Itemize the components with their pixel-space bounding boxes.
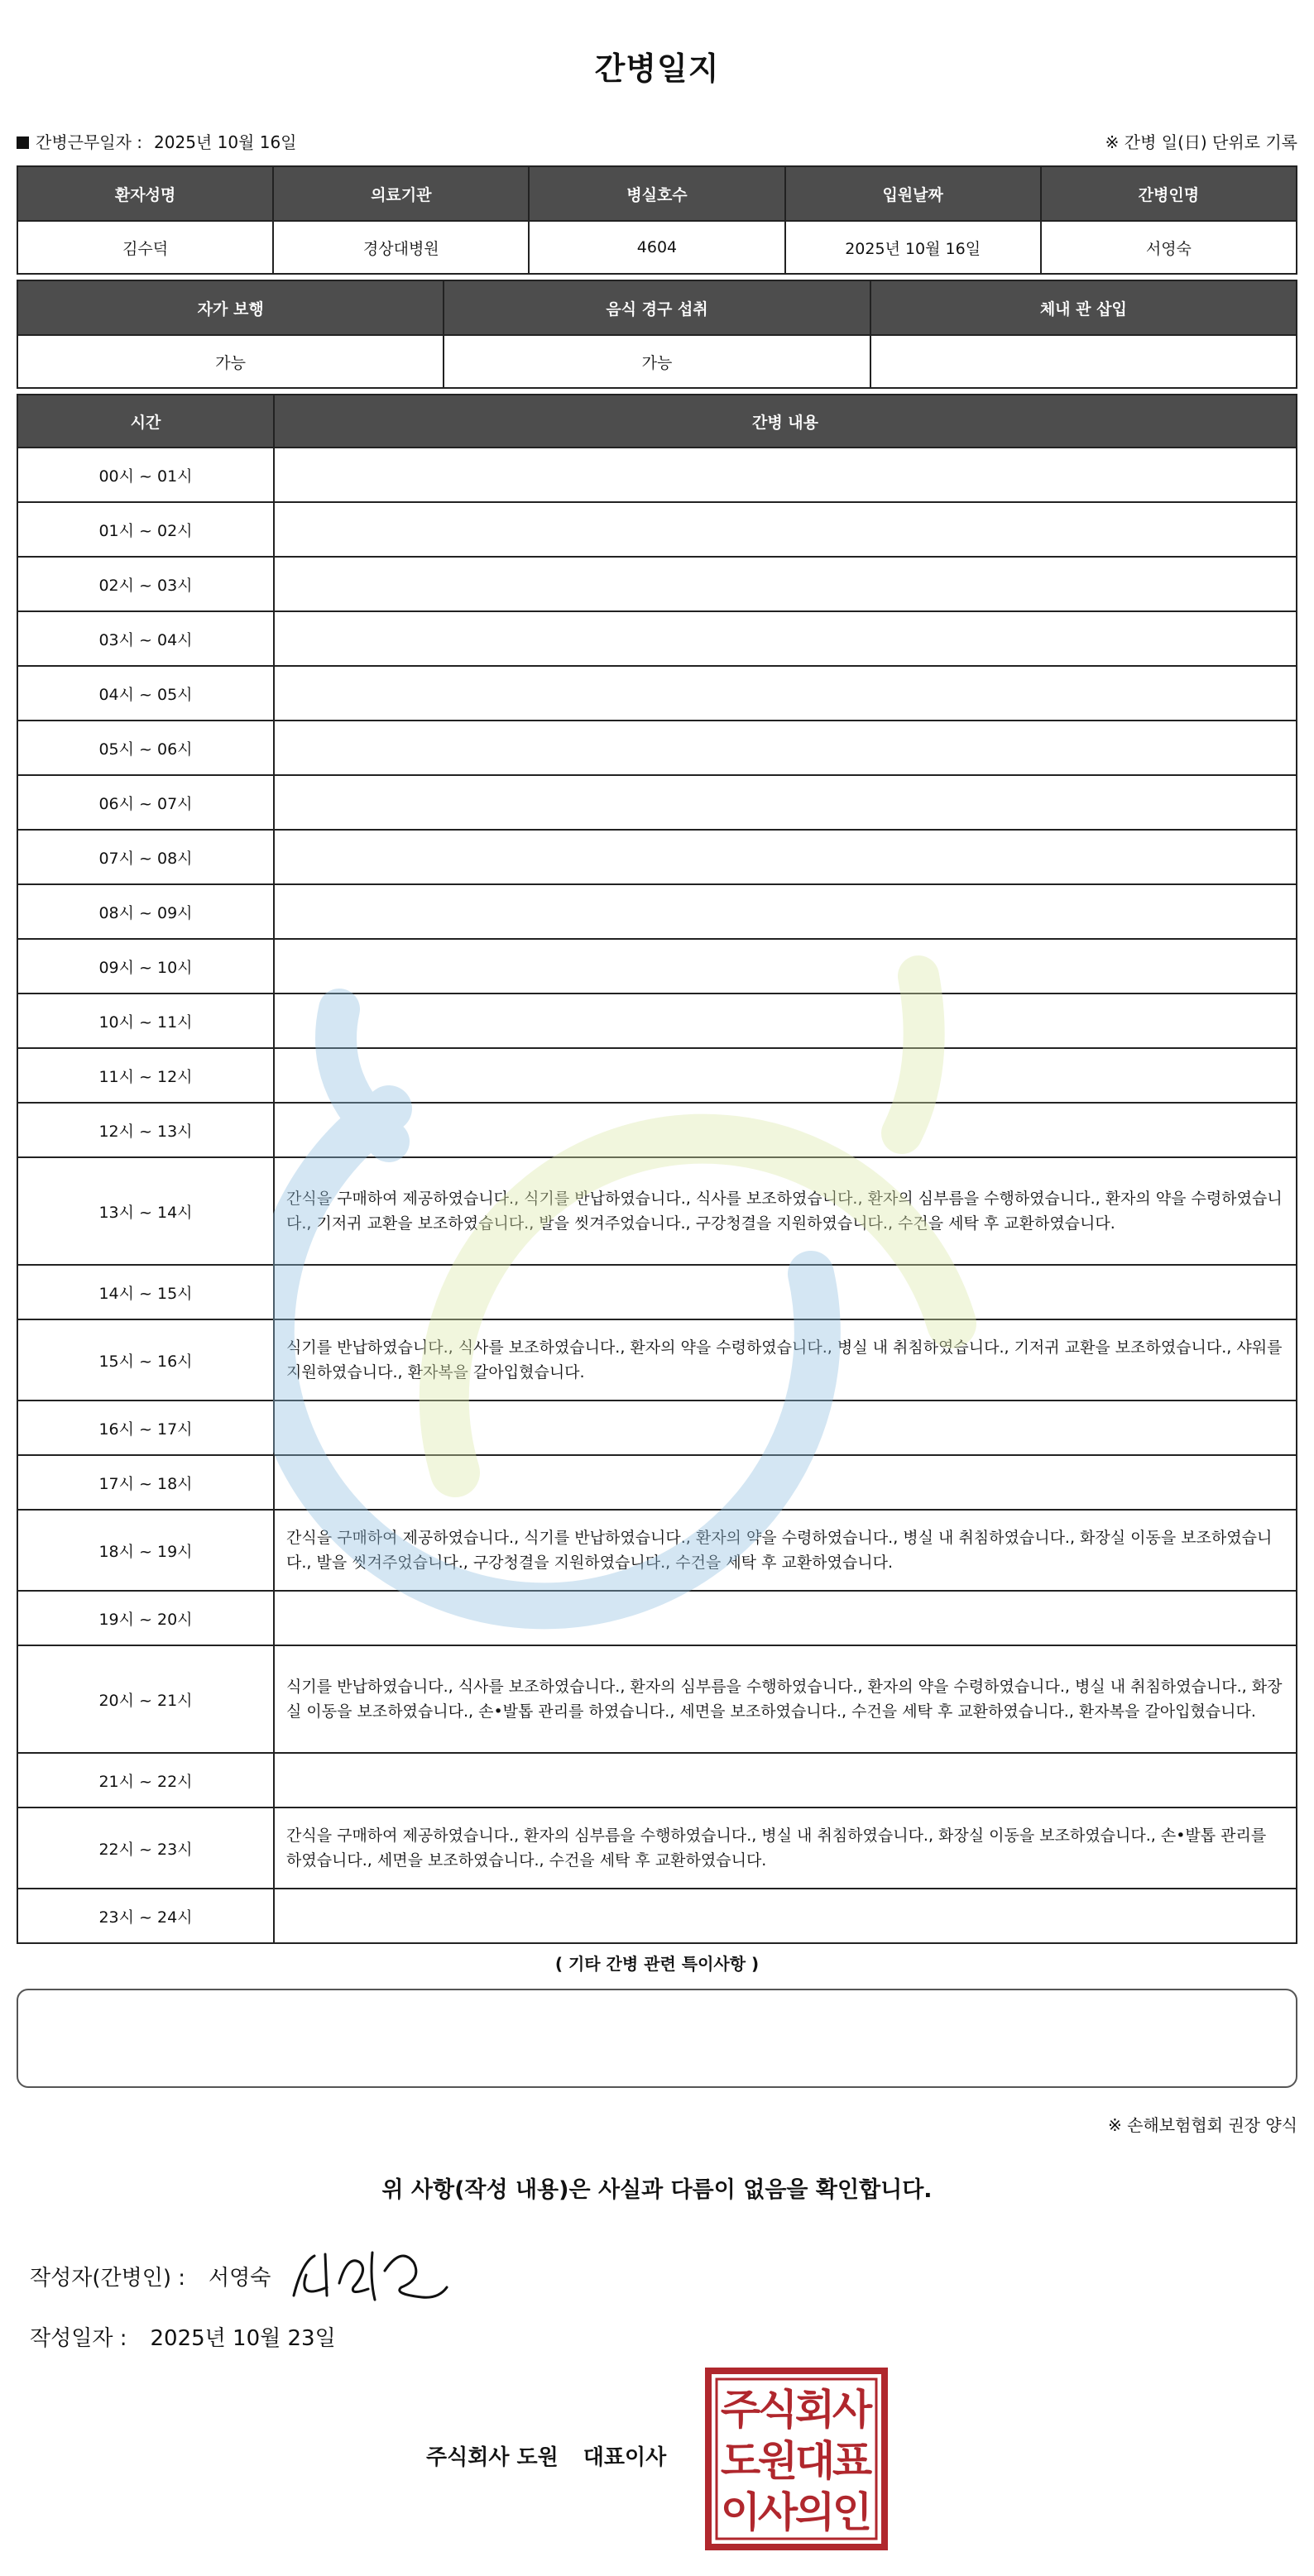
- log-content: [274, 448, 1297, 502]
- document-title: 간병일지: [594, 50, 720, 87]
- admission-date: 2025년 10월 16일: [785, 221, 1041, 274]
- ability-value-row: [17, 335, 1297, 388]
- log-content: 간식을 구매하여 제공하였습니다., 식기를 반납하였습니다., 식사를 보조하였습니다., 환자의 심부름을 수행하였습니다., 환자의 약을 수령하였습니다., 기저귀 교환을 보조하였습니다., 발을 씻겨주었습니다., 구강청결을 지원하였습니다., 수건을 세탁 후 교환하였습니다.: [274, 1157, 1297, 1265]
- log-time: 15시 ~ 16시: [17, 1319, 274, 1401]
- care-log-table: [17, 394, 1297, 1944]
- company-line: [426, 2440, 666, 2471]
- log-time: 19시 ~ 20시: [17, 1591, 274, 1645]
- svg-text:주: 주: [720, 2386, 761, 2434]
- log-content: [274, 502, 1297, 557]
- log-row: [17, 775, 1297, 830]
- log-content: [274, 1048, 1297, 1103]
- log-row: [17, 1753, 1297, 1808]
- log-row: [17, 502, 1297, 557]
- info-value-row: [17, 221, 1297, 274]
- svg-text:이: 이: [720, 2488, 761, 2536]
- header-self-walking: 자가 보행: [17, 280, 444, 335]
- log-content: [274, 939, 1297, 994]
- log-content: 간식을 구매하여 제공하였습니다., 환자의 심부름을 수행하였습니다., 병실 내 취침하였습니다., 화장실 이동을 보조하였습니다., 손•발톱 관리를 하였습니다., 세면을 보조하였습니다., 수건을 세탁 후 교환하였습니다.: [274, 1808, 1297, 1889]
- header-caregiver-name: 간병인명: [1041, 166, 1297, 221]
- log-content: [274, 775, 1297, 830]
- log-time: 12시 ~ 13시: [17, 1103, 274, 1157]
- log-row: [17, 1157, 1297, 1265]
- log-time: 00시 ~ 01시: [17, 448, 274, 502]
- log-content: [274, 1103, 1297, 1157]
- company-seal-stamp: [703, 2366, 890, 2552]
- log-row: [17, 994, 1297, 1048]
- log-row: [17, 611, 1297, 666]
- company-name: 주식회사 도원: [426, 2445, 559, 2470]
- patient-ability-table: [17, 280, 1297, 389]
- log-content: 식기를 반납하였습니다., 식사를 보조하였습니다., 환자의 약을 수령하였습니다., 병실 내 취침하였습니다., 기저귀 교환을 보조하였습니다., 샤워를 지원하였습니다., 환자복을 갈아입혔습니다.: [274, 1319, 1297, 1401]
- log-time: 04시 ~ 05시: [17, 666, 274, 721]
- log-row: [17, 1103, 1297, 1157]
- header-care-content: 간병 내용: [274, 395, 1297, 448]
- log-row: [17, 1265, 1297, 1319]
- room-number: 4604: [529, 221, 784, 274]
- header-hospital: 의료기관: [273, 166, 529, 221]
- log-row: [17, 1048, 1297, 1103]
- log-row: [17, 1401, 1297, 1455]
- log-content: [274, 884, 1297, 939]
- log-content: [274, 1591, 1297, 1645]
- log-content: [274, 994, 1297, 1048]
- svg-text:식: 식: [757, 2386, 798, 2434]
- log-time: 06시 ~ 07시: [17, 775, 274, 830]
- log-row: [17, 1510, 1297, 1591]
- log-row: [17, 1455, 1297, 1510]
- patient-info-table: [17, 165, 1297, 275]
- log-row: [17, 721, 1297, 775]
- log-time: 09시 ~ 10시: [17, 939, 274, 994]
- header-admission-date: 입원날짜: [785, 166, 1041, 221]
- log-time: 21시 ~ 22시: [17, 1753, 274, 1808]
- log-row: [17, 557, 1297, 611]
- log-time: 03시 ~ 04시: [17, 611, 274, 666]
- header-tube-insertion: 체내 관 삽입: [870, 280, 1297, 335]
- log-time: 16시 ~ 17시: [17, 1401, 274, 1455]
- ceo-title: 대표이사: [583, 2445, 667, 2470]
- header-time: 시간: [17, 395, 274, 448]
- log-row: [17, 1889, 1297, 1943]
- svg-text:표: 표: [832, 2437, 873, 2485]
- ability-header-row: [17, 280, 1297, 335]
- log-time: 20시 ~ 21시: [17, 1645, 274, 1753]
- log-time: 02시 ~ 03시: [17, 557, 274, 611]
- header-patient-name: 환자성명: [17, 166, 273, 221]
- log-content: [274, 611, 1297, 666]
- log-content: [274, 1265, 1297, 1319]
- log-row: [17, 1319, 1297, 1401]
- log-time: 05시 ~ 06시: [17, 721, 274, 775]
- handwritten-signature: [277, 2238, 451, 2312]
- writer-label: 작성자(간병인) :: [30, 2266, 186, 2291]
- log-row: [17, 1808, 1297, 1889]
- log-time: 22시 ~ 23시: [17, 1808, 274, 1889]
- writer-name: 서영숙: [209, 2266, 271, 2291]
- other-notes-label: ( 기타 간병 관련 특이사항 ): [554, 1954, 760, 1974]
- work-date: [17, 129, 297, 153]
- log-row: [17, 666, 1297, 721]
- log-content: [274, 1455, 1297, 1510]
- log-time: 01시 ~ 02시: [17, 502, 274, 557]
- header-oral-intake: 음식 경구 섭취: [444, 280, 870, 335]
- log-row: [17, 1645, 1297, 1753]
- log-content: [274, 1401, 1297, 1455]
- info-header-row: [17, 166, 1297, 221]
- log-content: 식기를 반납하였습니다., 식사를 보조하였습니다., 환자의 심부름을 수행하였습니다., 환자의 약을 수령하였습니다., 병실 내 취침하였습니다., 화장실 이동을 보조하였습니다., 손•발톱 관리를 하였습니다., 세면을 보조하였습니다., 수건을 세탁 후 교환하였습니다., 환자복을 갈아입혔습니다.: [274, 1645, 1297, 1753]
- log-content: [274, 721, 1297, 775]
- log-row: [17, 830, 1297, 884]
- written-date-value: 2025년 10월 23일: [150, 2326, 336, 2351]
- log-time: 14시 ~ 15시: [17, 1265, 274, 1319]
- svg-text:의: 의: [794, 2488, 836, 2536]
- log-time: 13시 ~ 14시: [17, 1157, 274, 1265]
- log-time: 07시 ~ 08시: [17, 830, 274, 884]
- svg-text:원: 원: [757, 2437, 798, 2485]
- log-row: [17, 448, 1297, 502]
- log-content: [274, 666, 1297, 721]
- self-walking: 가능: [17, 335, 444, 388]
- patient-name: 김수덕: [17, 221, 273, 274]
- log-content: [274, 1753, 1297, 1808]
- written-date-line: [30, 2321, 336, 2352]
- oral-intake: 가능: [444, 335, 870, 388]
- square-bullet-icon: [17, 136, 29, 149]
- header-room-number: 병실호수: [529, 166, 784, 221]
- svg-text:회: 회: [794, 2386, 836, 2434]
- log-time: 18시 ~ 19시: [17, 1510, 274, 1591]
- work-date-label: 간병근무일자 :: [36, 132, 143, 152]
- log-row: [17, 939, 1297, 994]
- log-header-row: [17, 395, 1297, 448]
- log-time: 08시 ~ 09시: [17, 884, 274, 939]
- hospital: 경상대병원: [273, 221, 529, 274]
- work-date-value: 2025년 10월 16일: [154, 132, 297, 152]
- written-date-label: 작성일자 :: [30, 2326, 127, 2351]
- log-content: [274, 830, 1297, 884]
- svg-text:사: 사: [757, 2488, 798, 2536]
- svg-text:사: 사: [832, 2386, 873, 2434]
- log-content: [274, 557, 1297, 611]
- other-notes-box: [17, 1989, 1297, 2088]
- log-time: 10시 ~ 11시: [17, 994, 274, 1048]
- caregiver-name: 서영숙: [1041, 221, 1297, 274]
- log-content: [274, 1889, 1297, 1943]
- tube-insertion: [870, 335, 1297, 388]
- log-time: 23시 ~ 24시: [17, 1889, 274, 1943]
- log-time: 17시 ~ 18시: [17, 1455, 274, 1510]
- log-time: 11시 ~ 12시: [17, 1048, 274, 1103]
- svg-text:도: 도: [720, 2437, 761, 2485]
- svg-text:인: 인: [832, 2488, 873, 2536]
- log-row: [17, 884, 1297, 939]
- log-content: 간식을 구매하여 제공하였습니다., 식기를 반납하였습니다., 환자의 약을 수령하였습니다., 병실 내 취침하였습니다., 화장실 이동을 보조하였습니다., 발을 씻겨주었습니다., 구강청결을 지원하였습니다., 수건을 세탁 후 교환하였습니다.: [274, 1510, 1297, 1591]
- svg-text:대: 대: [794, 2437, 836, 2485]
- confirmation-statement: 위 사항(작성 내용)은 사실과 다름이 없음을 확인합니다.: [381, 2177, 933, 2203]
- record-note: ※ 간병 일(日) 단위로 기록: [1105, 132, 1297, 152]
- log-row: [17, 1591, 1297, 1645]
- recommendation-note: ※ 손해보험협회 권장 양식: [1107, 2115, 1297, 2135]
- writer-line: [30, 2261, 271, 2291]
